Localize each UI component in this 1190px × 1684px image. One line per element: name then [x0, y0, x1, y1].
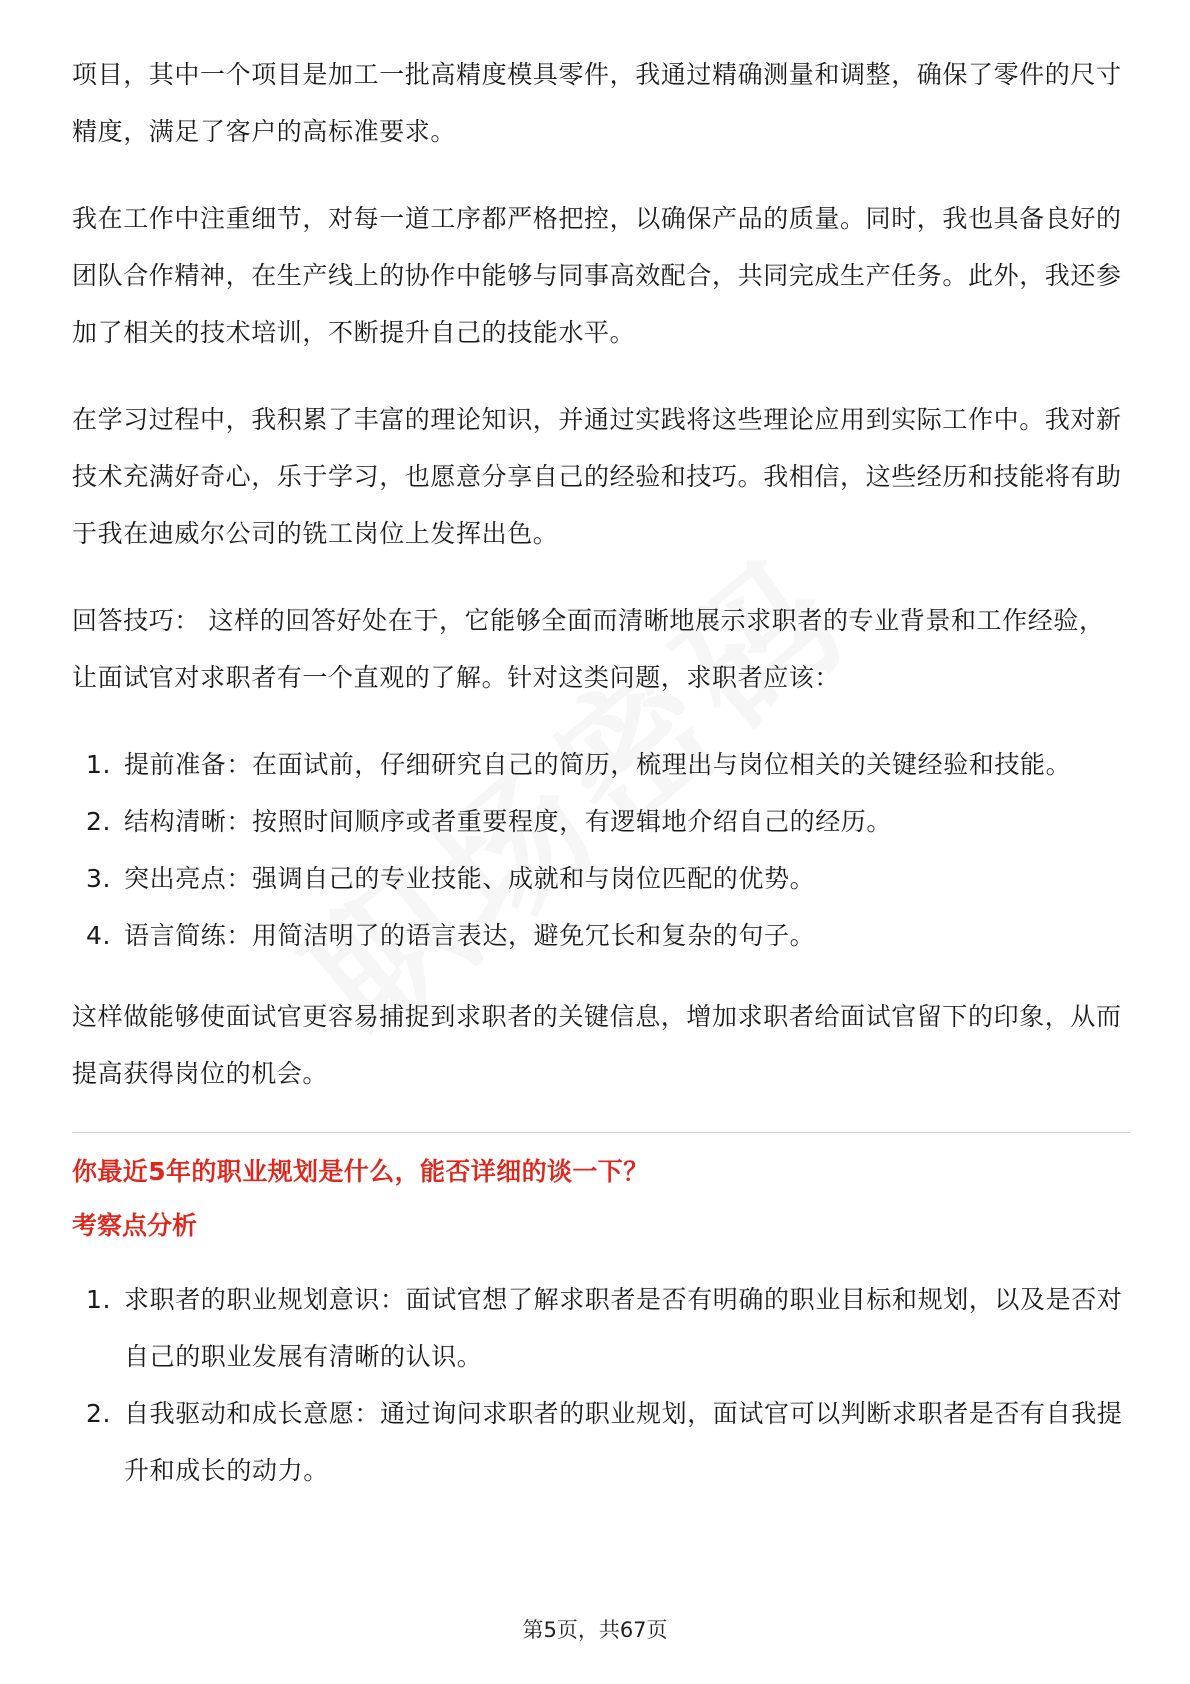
- page-footer: 第5页，共67页: [522, 1618, 668, 1642]
- paragraph-work-attitude: 我在工作中注重细节，对每一道工序都严格把控，以确保产品的质量。同时，我也具备良好的团队合作精神，在生产线上的协作中能够与同事高效配合，共同完成生产任务。此外，我还参加了相关的技术培训，不断提升自己的技能水平。: [72, 204, 1122, 347]
- list-item: [72, 1271, 1130, 1385]
- section-title: 考察点分析: [72, 1211, 198, 1240]
- list-item: [72, 1385, 1130, 1499]
- list-text: 提前准备：在面试前，仔细研究自己的简历，梳理出与岗位相关的关键经验和技能。: [124, 750, 1072, 779]
- paragraph-answer-tips: 回答技巧： 这样的回答好处在于，它能够全面而清晰地展示求职者的专业背景和工作经验，让面试官对求职者有一个直观的了解。针对这类问题，求职者应该：: [72, 606, 1105, 692]
- section-divider: [72, 1132, 1130, 1133]
- question-heading: 你最近5年的职业规划是什么，能否详细的谈一下？: [72, 1157, 649, 1186]
- list-number: 1.: [86, 1285, 112, 1314]
- analysis-list: [72, 1271, 1130, 1499]
- list-item: [72, 850, 1130, 907]
- tips-list: [72, 736, 1130, 964]
- paragraph-closing: 这样做能够使面试官更容易捕捉到求职者的关键信息，增加求职者给面试官留下的印象，从而提高获得岗位的机会。: [72, 1002, 1122, 1088]
- paragraph-learning: 在学习过程中，我积累了丰富的理论知识，并通过实践将这些理论应用到实际工作中。我对新技术充满好奇心，乐于学习，也愿意分享自己的经验和技巧。我相信，这些经历和技能将有助于我在迪威尔公司的铣工岗位上发挥出色。: [72, 405, 1122, 548]
- list-item: [72, 793, 1130, 850]
- list-text: 语言简练：用简洁明了的语言表达，避免冗长和复杂的句子。: [124, 921, 816, 950]
- paragraph-project: 项目，其中一个项目是加工一批高精度模具零件，我通过精确测量和调整，确保了零件的尺寸精度，满足了客户的高标准要求。: [72, 60, 1122, 146]
- list-number: 2.: [86, 807, 112, 836]
- list-text: 突出亮点：强调自己的专业技能、成就和与岗位匹配的优势。: [124, 864, 816, 893]
- list-text: 结构清晰：按照时间顺序或者重要程度，有逻辑地介绍自己的经历。: [124, 807, 893, 836]
- list-item: [72, 736, 1130, 793]
- list-number: 2.: [86, 1399, 112, 1428]
- page-content: [72, 46, 1130, 1523]
- list-number: 3.: [86, 864, 112, 893]
- list-item: [72, 907, 1130, 964]
- list-text: 求职者的职业规划意识：面试官想了解求职者是否有明确的职业目标和规划，以及是否对自己的职业发展有清晰的认识。: [124, 1285, 1123, 1371]
- list-number: 1.: [86, 750, 112, 779]
- list-text: 自我驱动和成长意愿：通过询问求职者的职业规划，面试官可以判断求职者是否有自我提升和成长的动力。: [124, 1399, 1123, 1485]
- list-number: 4.: [86, 921, 112, 950]
